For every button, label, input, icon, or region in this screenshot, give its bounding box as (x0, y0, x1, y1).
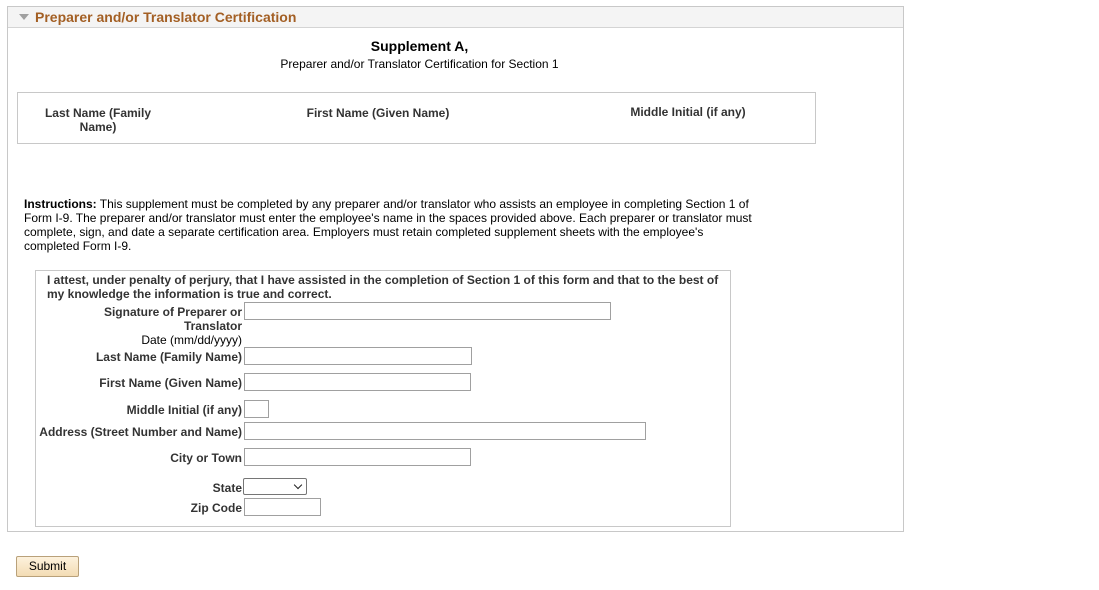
attestation-statement: I attest, under penalty of perjury, that I have assisted in the completion of Section 1 of this form and that to the best of my knowledge the information is true and correct. (47, 273, 719, 301)
triangle-down-icon[interactable] (19, 14, 29, 20)
city-input[interactable] (244, 448, 471, 466)
middle-initial-label: Middle Initial (if any) (126, 403, 242, 417)
submit-button[interactable]: Submit (16, 556, 79, 577)
instructions-text (24, 197, 759, 253)
signature-label: Signature of Preparer or Translator (103, 305, 242, 333)
address-input[interactable] (244, 422, 646, 440)
instructions-label: Instructions: (24, 197, 97, 211)
zip-code-input[interactable] (244, 498, 321, 516)
instructions-body: This supplement must be completed by any preparer and/or translator who assists an employee in completing Section 1 of Form I-9. The preparer and/or translator must enter the employee's name in the spaces provided above. Each preparer or translator must complete, sign, and date a separate certification area. Employers must retain completed supplement sheets with the employee's completed Form I-9. (24, 197, 752, 253)
column-first-name: First Name (Given Name) (306, 106, 450, 120)
signature-input[interactable] (244, 302, 611, 320)
column-last-name: Last Name (Family Name) (44, 106, 152, 134)
supplement-title: Supplement A, (370, 38, 469, 54)
last-name-label: Last Name (Family Name) (95, 350, 242, 364)
section-header[interactable] (8, 7, 903, 28)
state-label: State (212, 481, 242, 495)
employee-name-header (17, 92, 816, 144)
state-select[interactable] (243, 478, 307, 495)
first-name-input[interactable] (244, 373, 471, 391)
first-name-label: First Name (Given Name) (99, 376, 242, 390)
section-title[interactable]: Preparer and/or Translator Certification (35, 9, 297, 25)
date-label: Date (mm/dd/yyyy) (141, 333, 242, 347)
middle-initial-input[interactable] (244, 400, 269, 418)
city-label: City or Town (170, 451, 242, 465)
last-name-input[interactable] (244, 347, 472, 365)
zip-code-label: Zip Code (190, 501, 242, 515)
supplement-subtitle: Preparer and/or Translator Certification for Section 1 (280, 57, 559, 71)
column-middle-initial: Middle Initial (if any) (630, 105, 746, 119)
chevron-down-icon (294, 481, 302, 489)
address-label: Address (Street Number and Name) (39, 425, 242, 439)
